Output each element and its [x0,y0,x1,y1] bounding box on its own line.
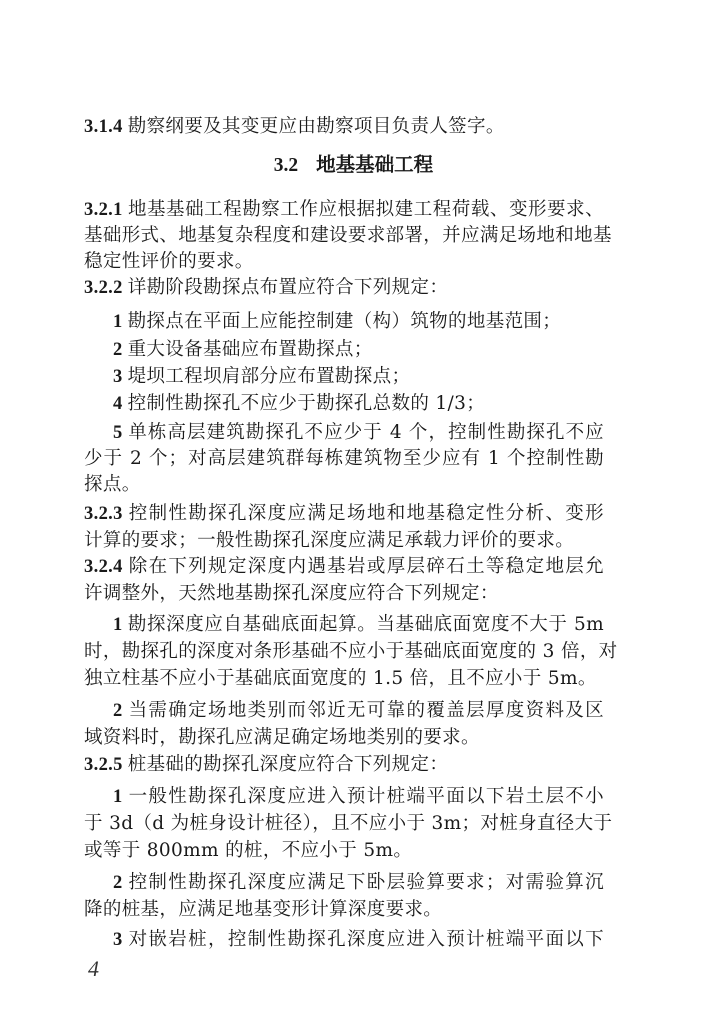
clause-number: 3 [113,930,129,950]
clause-number: 5 [113,423,129,443]
text-line [84,249,604,275]
text-line [113,698,604,724]
line-text: 降的桩基，应满足地基变形计算深度要求。 [84,899,443,920]
section-number: 3.2 [273,155,299,176]
text-line [84,472,604,498]
text-line [113,420,604,446]
text-line [113,309,604,335]
text-line [84,897,604,923]
line-text: 一般性勘探孔深度应进入预计桩端平面以下岩土层不小 [128,786,604,807]
line-text: 桩基础的勘探孔深度应符合下列规定： [127,754,449,775]
line-text: 基础形式、地基复杂程度和建设要求部署，并应满足场地和地基 [84,225,612,246]
line-text: 少于 2 个；对高层建筑群每栋建筑物至少应有 1 个控制性勘 [84,448,604,469]
line-text: 对嵌岩桩，控制性勘探孔深度应进入预计桩端平面以下 [128,929,604,950]
clause-number: 3.2.2 [84,278,128,298]
clause-number: 3.1.4 [84,117,128,137]
clause-number: 1 [113,312,128,332]
clause-number: 4 [113,394,128,414]
line-text: 重大设备基础应布置勘探点； [127,339,373,360]
line-text: 勘察纲要及其变更应由勘察项目负责人签字。 [127,116,505,137]
text-line [84,528,604,554]
line-text: 勘探深度应自基础底面起算。当基础底面宽度不大于 5m [127,614,604,635]
text-line [113,391,604,417]
text-line [84,223,612,249]
line-text: 独立柱基不应小于基础底面宽度的 1.5 倍，且不应小于 5m。 [84,668,597,689]
line-text: 域资料时，勘探孔应满足确定场地类别的要求。 [84,727,480,748]
line-text: 或等于 800mm 的桩，不应小于 5m。 [84,840,413,861]
clause-number: 3 [113,367,128,387]
text-line [113,784,604,810]
line-text: 控制性勘探孔深度应满足场地和地基稳定性分析、变形 [128,503,605,524]
line-text: 勘探点在平面上应能控制建（构）筑物的地基范围； [127,311,562,332]
line-text: 控制性勘探孔不应少于勘探孔总数的 1/3； [127,393,486,414]
text-line [84,446,604,472]
text-line [84,666,604,692]
line-text: 许调整外，天然地基勘探孔深度应符合下列规定： [84,583,499,604]
text-line [84,581,604,607]
line-text: 探点。 [84,474,141,495]
clause-number: 3.2.3 [84,504,129,524]
clause-number: 1 [113,615,128,635]
text-line [84,811,613,837]
text-line [84,838,604,864]
clause-number: 3.2.4 [84,557,129,577]
text-line [84,114,604,140]
text-line [113,870,604,896]
text-line [84,275,604,301]
line-text: 稳定性评价的要求。 [84,251,254,272]
line-text: 时，勘探孔的深度对条形基础不应小于基础底面宽度的 3 倍，对 [84,641,618,662]
text-line [84,554,604,580]
line-text: 单栋高层建筑勘探孔不应少于 4 个，控制性勘探孔不应 [128,422,604,443]
line-text: 堤坝工程坝肩部分应布置勘探点； [127,366,411,387]
line-text: 于 3d（d 为桩身设计桩径），且不应小于 3m；对桩身直径大于 [84,813,613,834]
clause-number: 1 [113,787,129,807]
text-line [113,927,604,953]
clause-number: 2 [113,701,129,721]
clause-number: 3.2.1 [84,200,128,220]
line-text: 详勘阶段勘探点布置应符合下列规定： [127,277,449,298]
clause-number: 2 [113,340,128,360]
line-text: 计算的要求；一般性勘探孔深度应满足承载力评价的要求。 [84,530,575,551]
page-number: 4 [88,956,99,981]
line-text: 地基基础工程勘察工作应根据拟建工程荷载、变形要求、 [127,199,604,220]
text-line [84,752,604,778]
text-line [113,612,604,638]
section-title: 地基基础工程 [316,153,434,176]
line-text: 当需确定场地类别而邻近无可靠的覆盖层厚度资料及区 [128,700,604,721]
text-line [84,197,604,223]
clause-number: 2 [113,873,129,893]
text-line [113,364,604,390]
line-text: 除在下列规定深度内遇基岩或厚层碎石土等稳定地层允 [128,556,605,577]
line-text: 控制性勘探孔深度应满足下卧层验算要求；对需验算沉 [128,872,604,893]
section-heading [0,151,707,179]
text-line [84,639,618,665]
text-line [84,725,604,751]
text-line [84,501,604,527]
text-line [113,337,604,363]
clause-number: 3.2.5 [84,755,128,775]
